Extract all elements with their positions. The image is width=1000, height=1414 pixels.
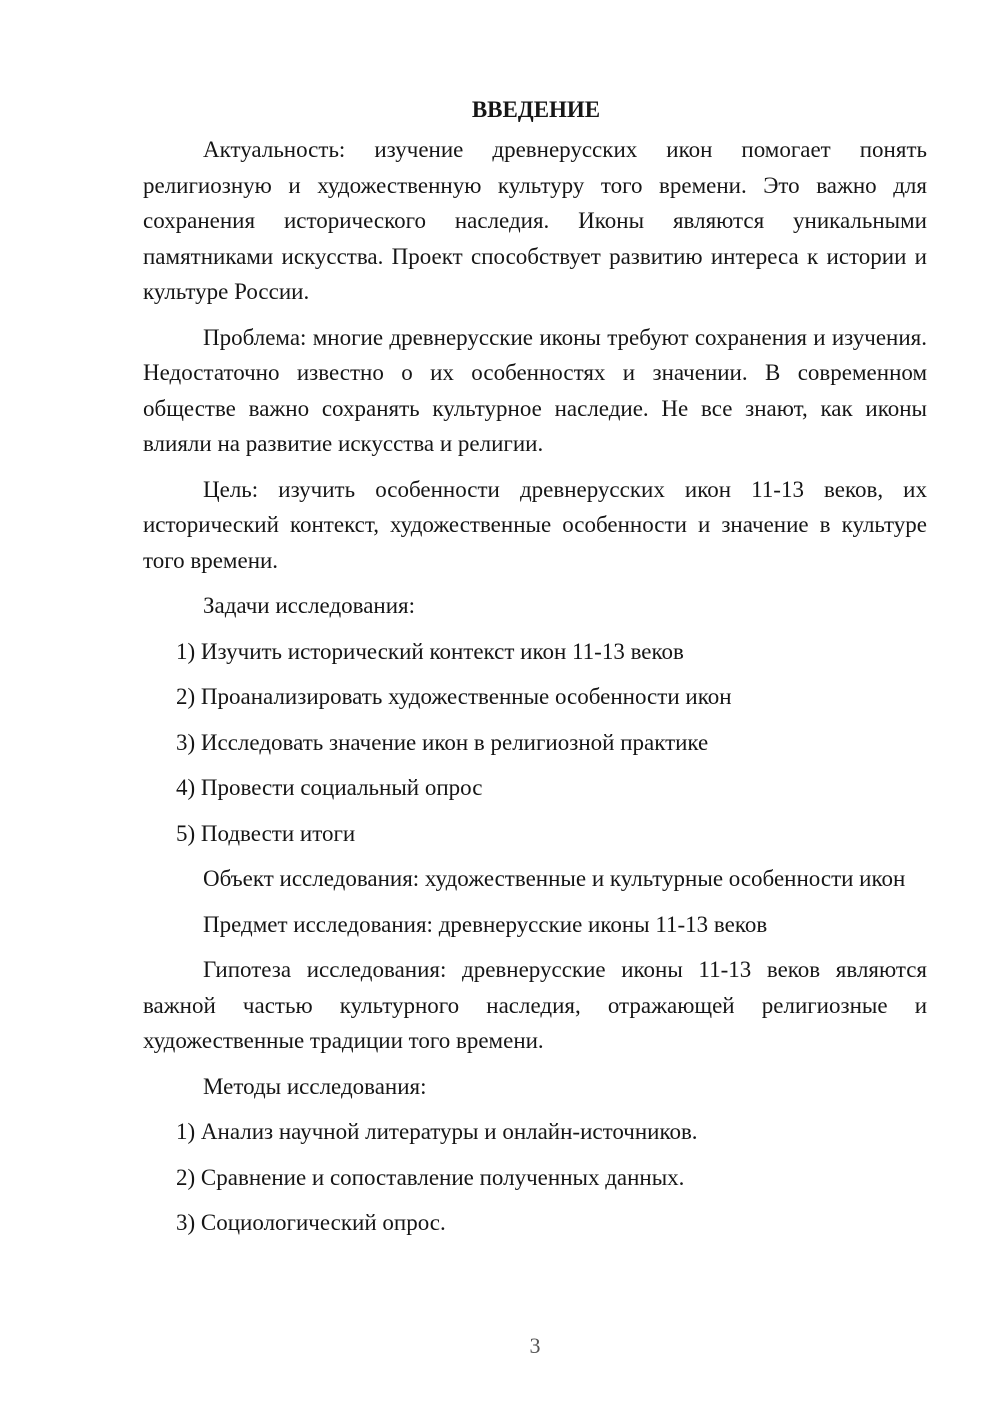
page-number: 3: [529, 1333, 541, 1358]
methods-title: Методы исследования:: [203, 1073, 427, 1099]
list-item: 1) Изучить исторический контекст икон 11-13 веков: [176, 638, 684, 664]
hypothesis-paragraph: Гипотеза исследования: древнерусские иконы 11-13 веков являются важной частью культурного наследия, отражающей религиозные и художественные традиции того времени.: [143, 957, 927, 1053]
list-item: 2) Проанализировать художественные особенности икон: [176, 684, 732, 709]
subject-paragraph: Предмет исследования: древнерусские иконы 11-13 веков: [203, 911, 768, 937]
methods-list: [143, 1114, 927, 1241]
list-item: 4) Провести социальный опрос: [176, 775, 483, 800]
document-page: [143, 92, 927, 1251]
problem-paragraph: Проблема: многие древнерусские иконы требуют сохранения и изучения. Недостаточно известно о их особенностях и значении. В современном обществе важно сохранять культурное наследие. Не все знают, как иконы влияли на развитие искусства и религии.: [143, 324, 927, 456]
list-item: 3) Исследовать значение икон в религиозной практике: [176, 729, 709, 755]
list-item: 2) Сравнение и сопоставление полученных данных.: [176, 1164, 685, 1190]
goal-paragraph: Цель: изучить особенности древнерусских икон 11-13 веков, их исторический контекст, художественные особенности и значение в культуре того времени.: [143, 476, 927, 573]
object-paragraph: Объект исследования: художественные и культурные особенности икон: [203, 866, 906, 891]
relevance-paragraph: Актуальность: изучение древнерусских икон помогает понять религиозную и художественную культуру того времени. Это важно для сохранения исторического наследия. Иконы являются уникальными памятниками искусства. Проект способствует развитию интереса к истории и культуре России.: [143, 137, 927, 304]
list-item: 5) Подвести итоги: [176, 820, 356, 846]
list-item: 3) Социологический опрос.: [176, 1210, 446, 1235]
list-item: 1) Анализ научной литературы и онлайн-источников.: [176, 1119, 698, 1144]
section-heading: ВВЕДЕНИЕ: [471, 97, 601, 122]
tasks-title: Задачи исследования:: [203, 593, 416, 618]
tasks-list: [143, 634, 927, 852]
